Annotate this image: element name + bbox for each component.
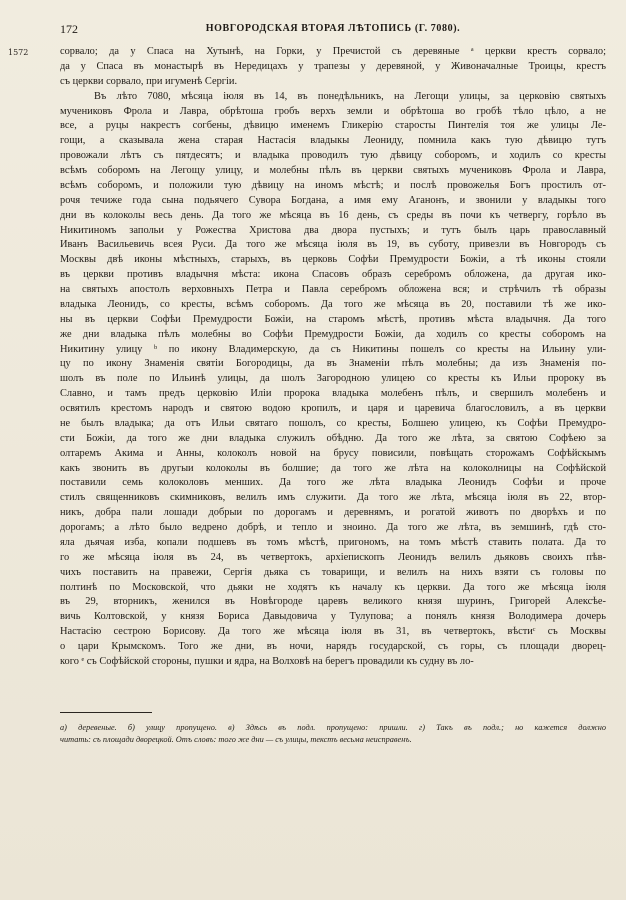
text-line: Никитиномъ запольи у Рожества Христова два двора пустыхъ; и тутъ былъ царь православный <box>60 224 606 236</box>
text-line: въ 29, вторникъ, женился въ Новѣгороде царевъ великого князя шуринъ, Григорей Алексѣе- <box>60 596 606 608</box>
text-line: никъ, добра пали лошади добрыи по дорогамъ и деревнямъ, и рогатой животъ по дворѣхъ и по <box>60 507 606 519</box>
running-title: НОВГОРОДСКАЯ ВТОРАЯ ЛѢТОПИСЬ (Г. 7080). <box>205 23 461 34</box>
text-line: кого ᵉ съ Софѣйской стороны, пушки и ядра, на Волховѣ на берегъ провадили къ судну въ ло- <box>60 655 474 667</box>
text-line: гощи, а сказывала жена старая Настасія владыкы Леониду, помнила какъ тую дѣвицю тутъ <box>60 135 606 147</box>
text-line: да у Спаса въ монастырѣ въ Нередицахъ у трапезы у деревяной, у Живоначалные Троицы, крестъ <box>60 60 606 72</box>
text-line: полтинѣ по Московской, что дьяки не ходятъ къ началу къ церкви. Да того же мѣсяца іюля <box>60 581 606 593</box>
text-line: яла дьячая изба, копали подшевъ въ томъ мѣстѣ, пригономъ, на томъ мѣстѣ ставить полата. Да то <box>60 536 606 548</box>
text-line: дни въ колоколы весь день. Да того же мѣсяца въ 16 день, съ среды въ почи къ четвергу, горѣло въ <box>60 209 606 221</box>
chronicle-text <box>60 45 606 670</box>
text-line: Настасію сестрою Борисову. Да того же мѣсяца іюля въ 31, въ четвертокъ, вѣстиᶜ съ Москвы <box>60 626 606 638</box>
text-line: цу по икону Знаменія святіи Богородицы, да въ Знаменіи пѣлъ молебны; да изъ Знаменія по- <box>60 358 606 370</box>
margin-year: 1572 <box>8 48 29 57</box>
text-line: въ церкви противъ владычня мѣста: икона Спасовъ образъ серебромъ обложена, да другая ико- <box>60 269 606 281</box>
text-line: сорвало; да у Спаса на Хутынѣ, на Горки, у Пречистой съ деревяные ᵃ церкви крестъ сорвало; <box>60 46 606 57</box>
text-line: го же мѣсяца іюля въ 24, въ четвертокъ, архіепископъ Леонидъ велилъ дьяковъ своихъ пѣв- <box>60 551 606 563</box>
text-line: о цари Крымскомъ. Того же дни, въ ночи, нарядъ государской, съ горы, съ площади дворец- <box>60 641 606 652</box>
footnote-line: читать: съ площади дворецкой. Отъ словъ: того же дни — съ улицы, текстъ весьма неисправенъ. <box>60 735 412 744</box>
text-line: рочя течиже года сына подьячего Сувора Богдана, а имя ему Аганонъ, и звонили у владыкы того <box>60 194 606 206</box>
text-line: съ церкви сорвало, при игуменѣ Сергіи. <box>60 75 238 87</box>
text-line: чихъ поставить на правежи, Сергія дьяка съ товарищи, и велилъ на нихъ взяти съ головы по <box>60 566 606 578</box>
text-line: Славно, и тамъ предъ церковію Иліи пророка владыка молебенъ пѣлъ, и свершилъ молебенъ и <box>60 388 606 400</box>
text-line: Никитину улицу ᵇ по икону Владимерскую, да съ Никитины пошелъ со кресты на Ильину ули- <box>60 343 606 355</box>
text-line: на святыхъ апостолъ верховныхъ Петра и Павла серебромъ обложена вся; и стрѣчилъ тѣ образы <box>60 284 606 295</box>
text-line: мучениковъ Фрола и Лавра, обрѣтоша гробъ верхъ земли и обрѣтоша во гробѣ тѣло цѣло, а не <box>60 105 606 117</box>
text-line: ны въ церкви Софѣи Премудрости Божіи, на старомъ мѣстѣ, противъ мѣста владычня. Да того <box>60 313 606 325</box>
text-line: шолъ въ поле по Ильинѣ улицы, да шолъ Загородною улицею со кресты къ Ильи пророку въ <box>60 373 606 385</box>
footnote-rule <box>60 712 152 713</box>
text-line: не былъ владыка; да отъ Ильи святаго пошолъ, со кресты, Болшею улицею, къ Софѣи Премудро- <box>60 417 606 429</box>
text-line: провожали лѣтъ съ пятдесятъ; и владыка проводилъ тую дѣвицу соборомъ, и ходилъ со кресты <box>60 150 606 162</box>
text-line: все, а руцы накрестъ согбены, дѣвицю именемъ Гликерію старосты Пинтелія тоя же улицы Ле- <box>60 120 606 132</box>
text-line: освятилъ крестомъ народъ и святою водою кропилъ, и царя и царевича благословилъ, а въ церкви <box>60 403 606 414</box>
page-number: 172 <box>60 22 78 36</box>
text-line: дорогамъ; а лѣто было ведрено добрѣ, и тепло и зноино. Да того же лѣта, въ земшинѣ, гдѣ сто- <box>60 522 606 533</box>
page-header <box>60 22 606 40</box>
text-line: какъ звонить въ другыи колоколы въ болшие; да того же лѣта на колоколницы на Софѣйской <box>60 462 606 474</box>
footnotes <box>60 722 606 746</box>
text-line: Иванъ Васильевичь всея Руси. Да того же мѣсяца іюля въ 19, въ суботу, привезли въ Новгородъ съ <box>60 239 606 251</box>
text-line: Въ лѣто 7080, мѣсяца іюля въ 14, въ понедѣльникъ, на Легощи улицы, за церковію святыхъ <box>94 90 606 102</box>
text-line: сти Божіи, да того же дни владыка служилъ обѣдню. Да того же лѣта, за святою Софѣею за <box>60 432 606 444</box>
text-line: олтаремъ Акима и Анны, колоколъ новой на брусу повисили, повѣщать сторожамъ Софѣйскымъ <box>60 447 606 459</box>
text-line: Москвы двѣ иконы мѣстныхъ, старыхъ, въ церковь Софѣи Премудрости Божіи, а тѣ иконы стояли <box>60 254 606 266</box>
text-line: же дни владыка пѣлъ молебны во Софѣи Премудрости Божіи, да ходилъ со кресты соборомъ на <box>60 328 606 340</box>
text-line: всѣмъ соборомъ, и положили тую дѣвицу на иномъ мѣстѣ; и послѣ провожелья Богъ простилъ от- <box>60 179 606 191</box>
text-line: вичь Колтовской, у князя Бориса Давыдовича у Тулупова; а понялъ князя Володимера дочерь <box>60 611 606 623</box>
text-line: поставили семь колоколовъ менших. Да того же лѣта владыка Леонидъ Софѣи и проче <box>60 477 606 489</box>
text-line: всѣмъ соборомъ на Легощу улицу, и молебны пѣлъ въ церкви святыхъ мучениковъ Фрола и Лавра, <box>60 165 606 176</box>
text-line: владыка Леонидъ, со кресты, всѣмъ соборомъ. Да того же мѣсяца въ 20, поставили тѣ же ико- <box>60 298 606 310</box>
footnote-line: а) деревеные. б) улицу пропущено. в) Здѣсь въ подл. пропущено: пришли. г) Такъ въ подл.; но кажется должно <box>60 723 606 732</box>
text-line: стилъ священниковъ скимниковъ, велилъ имъ служити. Да того же лѣта, мѣсяца іюля въ 22, втор- <box>60 492 606 504</box>
